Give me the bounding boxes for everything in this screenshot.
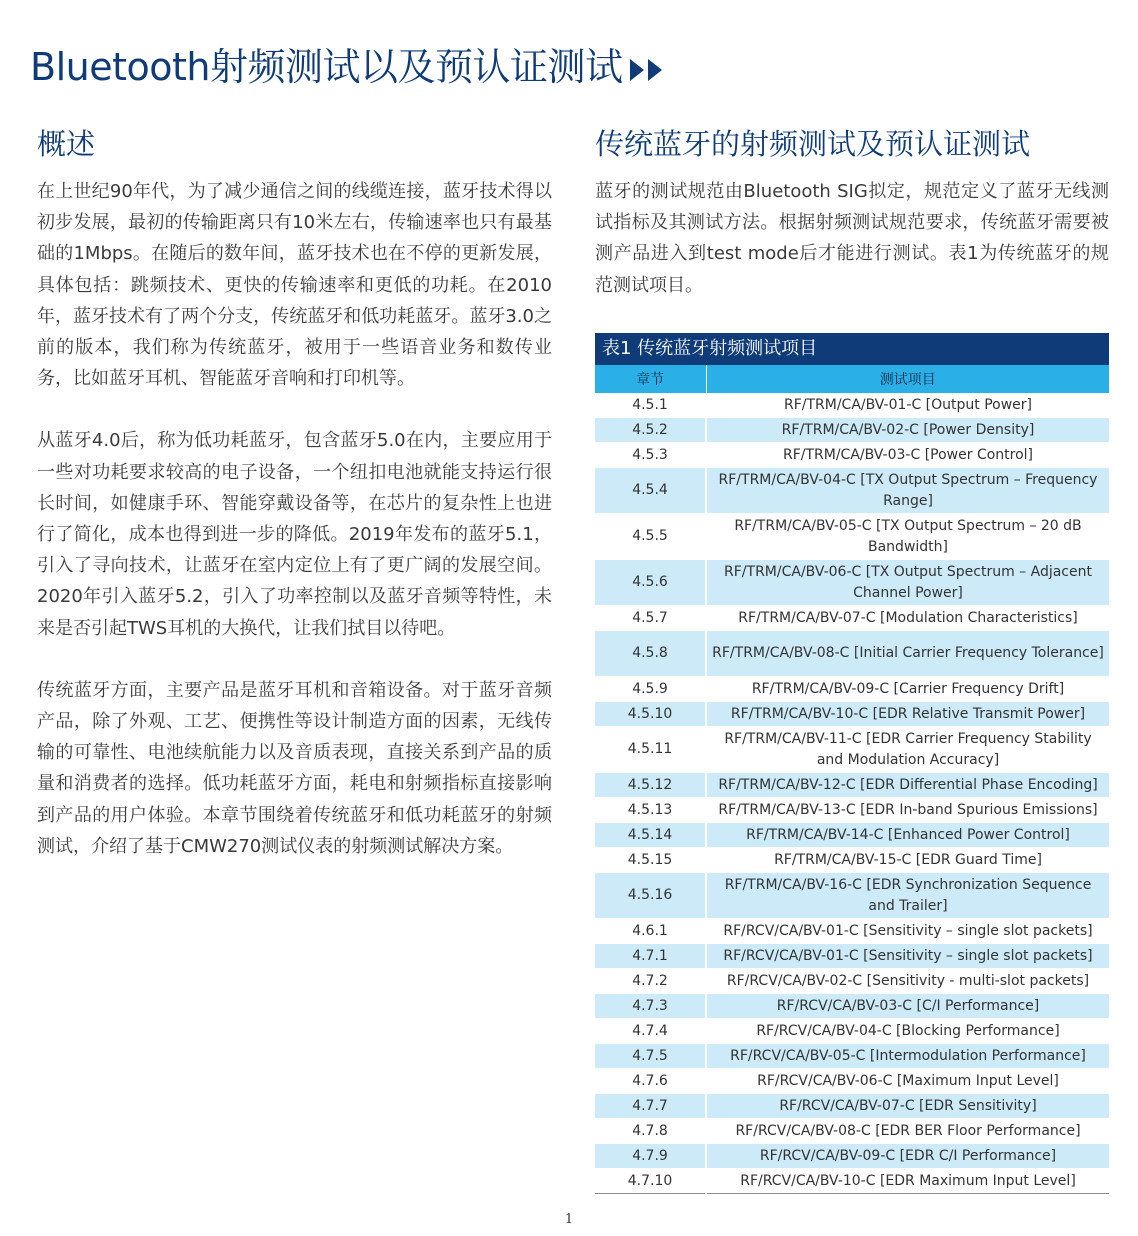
cell-section: 4.5.4 (595, 468, 706, 514)
cell-section: 4.7.7 (595, 1094, 706, 1119)
cell-section: 4.7.9 (595, 1144, 706, 1169)
cell-section: 4.5.14 (595, 823, 706, 848)
test-items-table-block (595, 333, 1109, 1194)
cell-test-item: RF/TRM/CA/BV-15-C [EDR Guard Time] (706, 848, 1109, 873)
cell-test-item: RF/TRM/CA/BV-11-C [EDR Carrier Frequency Stability and Modulation Accuracy] (706, 727, 1109, 773)
table-row (595, 1144, 1109, 1169)
table-row (595, 1069, 1109, 1094)
table-row (595, 773, 1109, 798)
cell-test-item: RF/RCV/CA/BV-03-C [C/I Performance] (706, 994, 1109, 1019)
overview-paragraph-1: 在上世纪90年代，为了减少通信之间的线缆连接，蓝牙技术得以初步发展，最初的传输距离只有10米左右，传输速率也只有最基础的1Mbps。在随后的数年间，蓝牙技术也在不停的更新发展，具体包括：跳频技术、更快的传输速率和更低的功耗。在2010年，蓝牙技术有了两个分支，传统蓝牙和低功耗蓝牙。蓝牙3.0之前的版本，我们称为传统蓝牙，被用于一些语音业务和数传业务，比如蓝牙耳机、智能蓝牙音响和打印机等。 (37, 181, 552, 390)
overview-column (37, 124, 552, 862)
cell-test-item: RF/TRM/CA/BV-04-C [TX Output Spectrum – Frequency Range] (706, 468, 1109, 514)
cell-section: 4.5.13 (595, 798, 706, 823)
test-items-table (595, 365, 1109, 1194)
table-row (595, 677, 1109, 702)
table-body (595, 393, 1109, 1194)
cell-section: 4.7.1 (595, 944, 706, 969)
cell-test-item: RF/TRM/CA/BV-12-C [EDR Differential Phase Encoding] (706, 773, 1109, 798)
cell-test-item: RF/TRM/CA/BV-07-C [Modulation Characteristics] (706, 606, 1109, 631)
table-row (595, 1094, 1109, 1119)
cell-test-item: RF/RCV/CA/BV-01-C [Sensitivity – single slot packets] (706, 944, 1109, 969)
cell-test-item: RF/RCV/CA/BV-05-C [Intermodulation Performance] (706, 1044, 1109, 1069)
table-row (595, 631, 1109, 677)
cell-test-item: RF/TRM/CA/BV-01-C [Output Power] (706, 393, 1109, 418)
cell-section: 4.7.10 (595, 1169, 706, 1194)
cell-section: 4.5.2 (595, 418, 706, 443)
table-row (595, 919, 1109, 944)
classic-bt-paragraph: 蓝牙的测试规范由Bluetooth SIG拟定，规范定义了蓝牙无线测试指标及其测试方法。根据射频测试规范要求，传统蓝牙需要被测产品进入到test mode后才能进行测试。表1为传统蓝牙的规范测试项目。 (595, 181, 1109, 296)
cell-test-item: RF/RCV/CA/BV-01-C [Sensitivity – single slot packets] (706, 919, 1109, 944)
page-title (30, 36, 670, 91)
cell-section: 4.7.2 (595, 969, 706, 994)
cell-test-item: RF/RCV/CA/BV-08-C [EDR BER Floor Performance] (706, 1119, 1109, 1144)
cell-test-item: RF/TRM/CA/BV-06-C [TX Output Spectrum – Adjacent Channel Power] (706, 560, 1109, 606)
cell-section: 4.5.16 (595, 873, 706, 919)
table-row (595, 727, 1109, 773)
overview-paragraph-3: 传统蓝牙方面，主要产品是蓝牙耳机和音箱设备。对于蓝牙音频产品，除了外观、工艺、便携性等设计制造方面的因素，无线传输的可靠性、电池续航能力以及音质表现，直接关系到产品的质量和消费者的选择。低功耗蓝牙方面，耗电和射频指标直接影响到产品的用户体验。本章节围绕着传统蓝牙和低功耗蓝牙的射频测试，介绍了基于CMW270测试仪表的射频测试解决方案。 (37, 679, 552, 857)
cell-test-item: RF/RCV/CA/BV-10-C [EDR Maximum Input Level] (706, 1169, 1109, 1194)
table-row (595, 944, 1109, 969)
cell-section: 4.5.12 (595, 773, 706, 798)
cell-test-item: RF/RCV/CA/BV-04-C [Blocking Performance] (706, 1019, 1109, 1044)
cell-section: 4.5.5 (595, 514, 706, 560)
cell-section: 4.7.6 (595, 1069, 706, 1094)
table-row (595, 969, 1109, 994)
column-header-test-item: 测试项目 (706, 365, 1109, 393)
cell-section: 4.5.10 (595, 702, 706, 727)
cell-test-item: RF/TRM/CA/BV-14-C [Enhanced Power Control] (706, 823, 1109, 848)
cell-section: 4.7.5 (595, 1044, 706, 1069)
cell-test-item: RF/RCV/CA/BV-09-C [EDR C/I Performance] (706, 1144, 1109, 1169)
cell-test-item: RF/RCV/CA/BV-07-C [EDR Sensitivity] (706, 1094, 1109, 1119)
cell-test-item: RF/TRM/CA/BV-02-C [Power Density] (706, 418, 1109, 443)
cell-section: 4.5.11 (595, 727, 706, 773)
cell-section: 4.7.3 (595, 994, 706, 1019)
page-title-text: Bluetooth射频测试以及预认证测试 (30, 45, 623, 89)
cell-test-item: RF/RCV/CA/BV-06-C [Maximum Input Level] (706, 1069, 1109, 1094)
cell-section: 4.5.8 (595, 631, 706, 677)
table-row (595, 823, 1109, 848)
table-row (595, 1019, 1109, 1044)
overview-heading: 概述 (37, 127, 96, 161)
cell-section: 4.6.1 (595, 919, 706, 944)
classic-bt-heading: 传统蓝牙的射频测试及预认证测试 (595, 127, 1031, 161)
table-row (595, 1044, 1109, 1069)
cell-section: 4.7.4 (595, 1019, 706, 1044)
table-row (595, 994, 1109, 1019)
double-arrow-icon (626, 53, 670, 87)
table-row (595, 798, 1109, 823)
table-caption: 表1 传统蓝牙射频测试项目 (595, 333, 1109, 365)
table-row (595, 873, 1109, 919)
table-row (595, 1119, 1109, 1144)
table-row (595, 393, 1109, 418)
table-row (595, 848, 1109, 873)
cell-test-item: RF/TRM/CA/BV-05-C [TX Output Spectrum – 20 dB Bandwidth] (706, 514, 1109, 560)
cell-test-item: RF/TRM/CA/BV-08-C [Initial Carrier Frequency Tolerance] (706, 631, 1109, 677)
classic-bt-column (595, 124, 1109, 301)
cell-test-item: RF/TRM/CA/BV-16-C [EDR Synchronization Sequence and Trailer] (706, 873, 1109, 919)
cell-section: 4.5.1 (595, 393, 706, 418)
cell-section: 4.5.7 (595, 606, 706, 631)
cell-test-item: RF/TRM/CA/BV-13-C [EDR In-band Spurious Emissions] (706, 798, 1109, 823)
table-row (595, 560, 1109, 606)
table-header-row (595, 365, 1109, 393)
table-row (595, 702, 1109, 727)
cell-test-item: RF/TRM/CA/BV-09-C [Carrier Frequency Drift] (706, 677, 1109, 702)
cell-section: 4.5.3 (595, 443, 706, 468)
cell-test-item: RF/TRM/CA/BV-10-C [EDR Relative Transmit Power] (706, 702, 1109, 727)
table-row (595, 606, 1109, 631)
cell-section: 4.7.8 (595, 1119, 706, 1144)
table-row (595, 468, 1109, 514)
table-row (595, 418, 1109, 443)
cell-section: 4.5.9 (595, 677, 706, 702)
column-header-section: 章节 (595, 365, 706, 393)
table-row (595, 443, 1109, 468)
cell-section: 4.5.6 (595, 560, 706, 606)
cell-test-item: RF/TRM/CA/BV-03-C [Power Control] (706, 443, 1109, 468)
table-row (595, 1169, 1109, 1194)
overview-paragraph-2: 从蓝牙4.0后，称为低功耗蓝牙，包含蓝牙5.0在内，主要应用于一些对功耗要求较高的电子设备，一个纽扣电池就能支持运行很长时间，如健康手环、智能穿戴设备等，在芯片的复杂性上也进行了简化，成本也得到进一步的降低。2019年发布的蓝牙5.1，引入了寻向技术，让蓝牙在室内定位上有了更广阔的发展空间。2020年引入蓝牙5.2，引入了功率控制以及蓝牙音频等特性，未来是否引起TWS耳机的大换代，让我们拭目以待吧。 (37, 430, 552, 639)
table-row (595, 514, 1109, 560)
page-number: 1 (564, 1212, 574, 1227)
cell-test-item: RF/RCV/CA/BV-02-C [Sensitivity - multi-slot packets] (706, 969, 1109, 994)
cell-section: 4.5.15 (595, 848, 706, 873)
